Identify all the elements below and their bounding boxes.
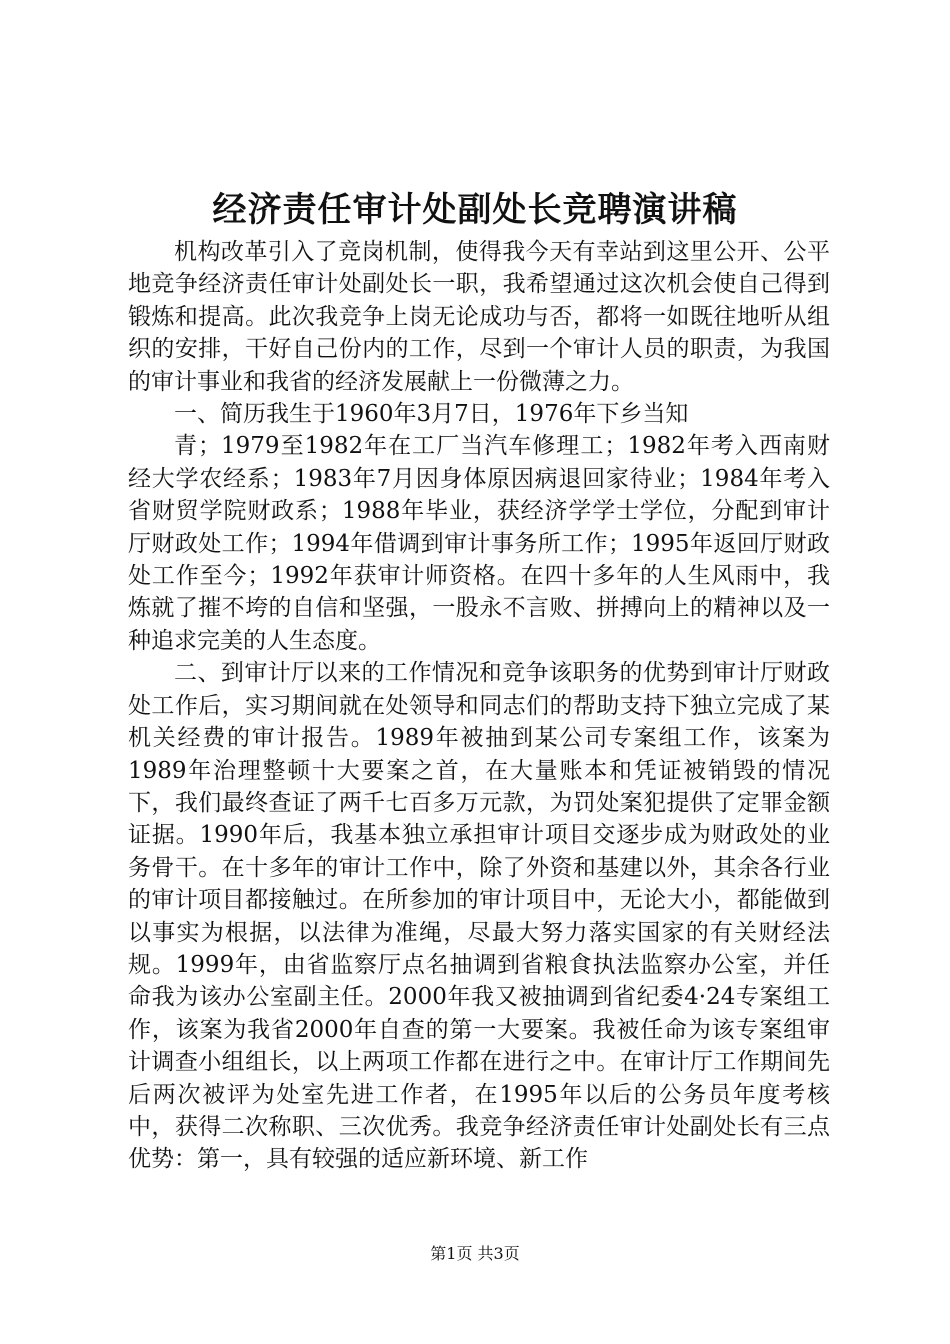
document-body bbox=[128, 236, 830, 1176]
paragraph-resume: 青；1979至1982年在工厂当汽车修理工；1982年考入西南财经大学农经系；1983年7月因身体原因病退回家待业；1984年考入省财贸学院财政系；1988年毕业，获经济学学士学位，分配到审计厅财政处工作；1994年借调到审计事务所工作；1995年返回厅财政处工作至今；1992年获审计师资格。在四十多年的人生风雨中，我炼就了摧不垮的自信和坚强，一股永不言败、拼搏向上的精神以及一种追求完美的人生态度。 bbox=[128, 433, 830, 654]
paragraph-work-experience: 二、到审计厅以来的工作情况和竞争该职务的优势到审计厅财政处工作后，实习期间就在处领导和同志们的帮助支持下独立完成了某机关经费的审计报告。1989年被抽到某公司专案组工作，该案为1989年治理整顿十大要案之首，在大量账本和凭证被销毁的情况下，我们最终查证了两千七百多万元款，为罚处案犯提供了定罪金额证据。1990年后，我基本独立承担审计项目交逐步成为财政处的业务骨干。在十多年的审计工作中，除了外资和基建以外，其余各行业的审计项目都接触过。在所参加的审计项目中，无论大小，都能做到以事实为根据，以法律为准绳，尽最大努力落实国家的有关财经法规。1999年，由省监察厅点名抽调到省粮食执法监察办公室，并任命我为该办公室副主任。2000年我又被抽调到省纪委4·24专案组工作，该案为我省2000年自查的第一大要案。我被任命为该专案组审计调查小组组长，以上两项工作都在进行之中。在审计厅工作期间先后两次被评为处室先进工作者，在1995年以后的公务员年度考核中，获得二次称职、三次优秀。我竞争经济责任审计处副处长有三点优势：第一，具有较强的适应新环境、新工作 bbox=[128, 660, 830, 1173]
paragraph-resume-heading: 一、简历我生于1960年3月7日，1976年下乡当知 bbox=[174, 401, 689, 428]
paragraph-intro: 机构改革引入了竞岗机制，使得我今天有幸站到这里公开、公平地竞争经济责任审计处副处长一职，我希望通过这次机会使自己得到锻炼和提高。此次我竞争上岗无论成功与否，都将一如既往地听从组织的安排，干好自己份内的工作，尽到一个审计人员的职责，为我国的审计事业和我省的经济发展献上一份微薄之力。 bbox=[128, 239, 830, 395]
page-footer: 第1页 共3页 bbox=[430, 1244, 520, 1263]
document-title: 经济责任审计处副处长竞聘演讲稿 bbox=[212, 190, 738, 230]
